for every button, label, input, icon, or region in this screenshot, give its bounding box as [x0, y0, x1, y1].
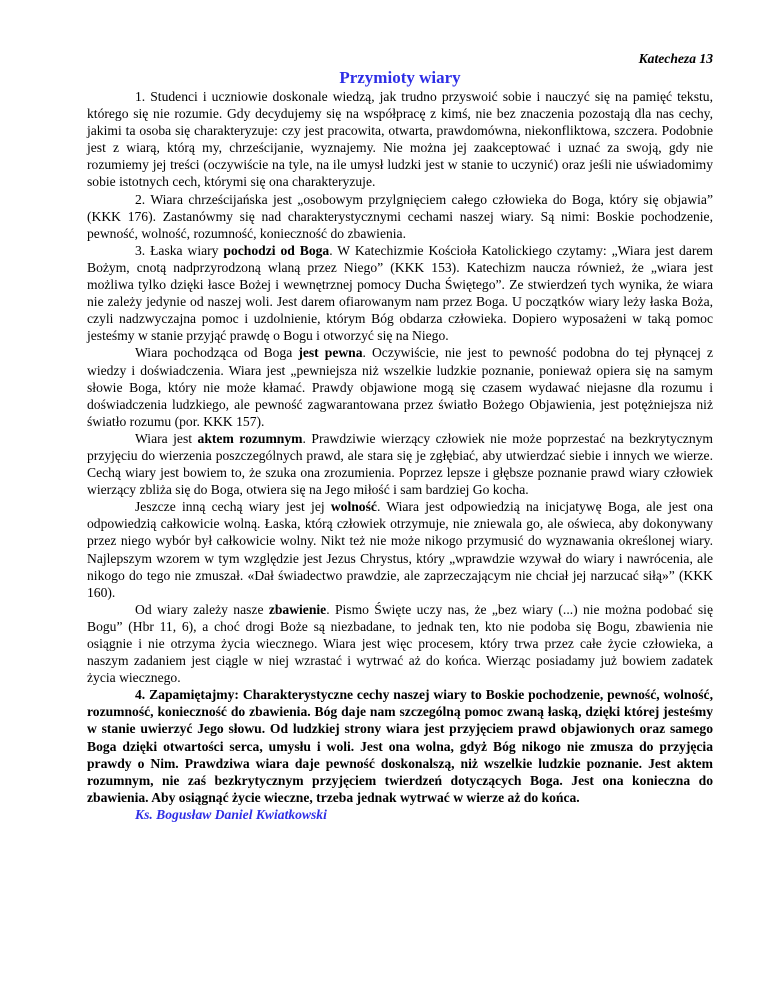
paragraph-4-text-a: Wiara pochodząca od Boga: [135, 345, 299, 361]
paragraph-5-text-c: . Prawdziwie wierzący człowiek nie może poprzestać na bezkrytycznym przyjęciu do wierzenia poszczególnych prawd, ale stara się je zgłębiać, aby utwierdzać siebie i innych we wierze. Cechą wiary jest bowiem to, że szuka ona zrozumienia. Poprzez lepsze i głębsze poznanie prawd wiary człowiek wierzący zbliża się do Boga, otwiera się na Jego miłość i sam bardziej Go kocha.: [87, 430, 713, 498]
paragraph-6: [87, 498, 713, 601]
paragraph-1: 1. Studenci i uczniowie doskonale wiedzą, jak trudno przyswoić sobie i nauczyć się na pamięć tekstu, którego się nie rozumie. Gdy decydujemy się na współpracę z kimś, nie bez znaczenia pozostają dla nas cechy, jakimi ta osoba się charakteryzuje: czy jest pracowita, otwarta, prawdomówna, niekonfliktowa, szczera. Podobnie jest z wiarą, którą my, chrześcijanie, wyznajemy. Nie można jej zaakceptować i uznać za swoją, gdy nie rozumiemy jej treści (oczywiście na tyle, na ile umysł ludzki jest w stanie to uczynić) oraz jeśli nie uświadomimy sobie istotnych cech, którymi się ona charakteryzuje.: [87, 89, 713, 190]
paragraph-2: 2. Wiara chrześcijańska jest „osobowym przylgnięciem całego człowieka do Boga, który się objawia” (KKK 176). Zastanówmy się nad charakterystycznymi cechami naszej wiary. Są nimi: Boskie pochodzenie, pewność, wolność, rozumność, konieczność do zbawienia.: [87, 191, 713, 241]
paragraph-3-text-c: . W Katechizmie Kościoła Katolickiego czytamy: „Wiara jest darem Bożym, cnotą nadprzyrodzoną wlaną przez Niego” (KKK 153). Katechizm naucza również, że „wiara jest możliwa tylko dzięki łasce Bożej i wewnętrznej pomocy Ducha Świętego”. Ze stwierdzeń tych wynika, że wiara nie zależy jedynie od naszej woli. Jest darem ofiarowanym nam przez Boga. U początków wiary leży łaska Boża, czyli nadzwyczajna pomoc i uzdolnienie, którym Bóg obdarza człowieka. Dopiero wyposażeni w taką pomoc jesteśmy w stanie przyjąć prawdę o Bogu i otworzyć się na Niego.: [87, 242, 713, 344]
paragraph-5-bold: aktem rozumnym: [197, 430, 303, 446]
paragraph-6-text-c: . Wiara jest odpowiedzią na inicjatywę Boga, ale jest ona odpowiedzią całkowicie wolną. Łaska, którą człowiek otrzymuje, nie zniewala go, ale oświeca, aby dokonywany przez niego wybór był całkowicie wolny. Nikt też nie może nikogo przymusić do wyznawania określonej wiary. Najlepszym wzorem w tym względzie jest Jezus Chrystus, który „wprawdzie wzywał do wiary i nawrócenia, ale nikogo do tego nie zmuszał. «Dał świadectwo prawdzie, ale zaprzeczającym nie chciał jej narzucać siłą»” (KKK 160).: [87, 499, 713, 600]
paragraph-7-bold: zbawienie: [268, 601, 327, 617]
paragraph-6-bold: wolność: [330, 499, 377, 515]
paragraph-4-text-c: . Oczywiście, nie jest to pewność podobna do tej płynącej z wiedzy i doświadczenia. Wiara jest „pewniejsza niż wszelkie ludzkie poznanie, ponieważ opiera się na samym słowie Boga, który nie może kłamać. Prawdy objawione mogą się czasem wydawać niejasne dla rozumu i doświadczenia ludzkiego, ale pewność zagwarantowana przez światło Bożego Objawienia, jest potężniejsza niż światło rozumu (por. KKK 157).: [87, 345, 713, 429]
paragraph-4-bold: jest pewna: [298, 345, 363, 361]
paragraph-7: [87, 601, 713, 686]
paragraph-3: [87, 242, 713, 345]
page-title: Przymioty wiary: [339, 68, 461, 87]
paragraph-3-text-a: 3. Łaska wiary: [135, 242, 224, 258]
paragraph-5-text-a: Wiara jest: [135, 430, 198, 446]
author-signature: Ks. Bogusław Daniel Kwiatkowski: [135, 806, 327, 822]
paragraph-5: [87, 430, 713, 498]
catechesis-number: Katecheza 13: [638, 51, 713, 66]
paragraph-3-bold: pochodzi od Boga: [223, 242, 330, 258]
summary-paragraph: [87, 686, 713, 806]
paragraph-4: [87, 344, 713, 429]
paragraph-7-text-c: . Pismo Święte uczy nas, że „bez wiary (...) nie można podobać się Bogu” (Hbr 11, 6), a choć drogi Boże są niezbadane, to jednak ten, kto nie podoba się Bogu, zbawienia nie osiągnie i nie otrzyma życia wiecznego. Wiara jest więc procesem, który trwa przez całe życie człowieka, a naszym zadaniem jest ciągle w niej wzrastać i wytrwać aż do końca. Wierząc posiadamy już bowiem zadatek życia wiecznego.: [87, 601, 713, 686]
paragraph-7-text-a: Od wiary zależy nasze: [135, 601, 269, 617]
document-page: [87, 50, 713, 823]
paragraph-6-text-a: Jeszcze inną cechą wiary jest jej: [135, 499, 331, 515]
summary-text: 4. Zapamiętajmy: Charakterystyczne cechy naszej wiary to Boskie pochodzenie, pewność, wolność, rozumność, konieczność do zbawienia. Bóg daje nam szczególną pomoc zwaną łaską, dzięki której jesteśmy w stanie uwierzyć Jego słowu. Od ludzkiej strony wiara jest przyjęciem prawd objawionych oraz samego Boga dzięki otwartości serca, umysłu i woli. Jest ona wolna, gdyż Bóg nikogo nie zmusza do przyjęcia prawdy o Nim. Prawdziwa wiara daje pewność doskonalszą, niż wszelkie ludzkie poznanie. Jest aktem rozumnym, nie zaś bezkrytycznym przyjęciem twierdzeń dotyczących Boga. Jest ona konieczna do zbawienia. Aby osiągnąć życie wieczne, trzeba jednak wytrwać w wierze aż do końca.: [87, 687, 713, 805]
